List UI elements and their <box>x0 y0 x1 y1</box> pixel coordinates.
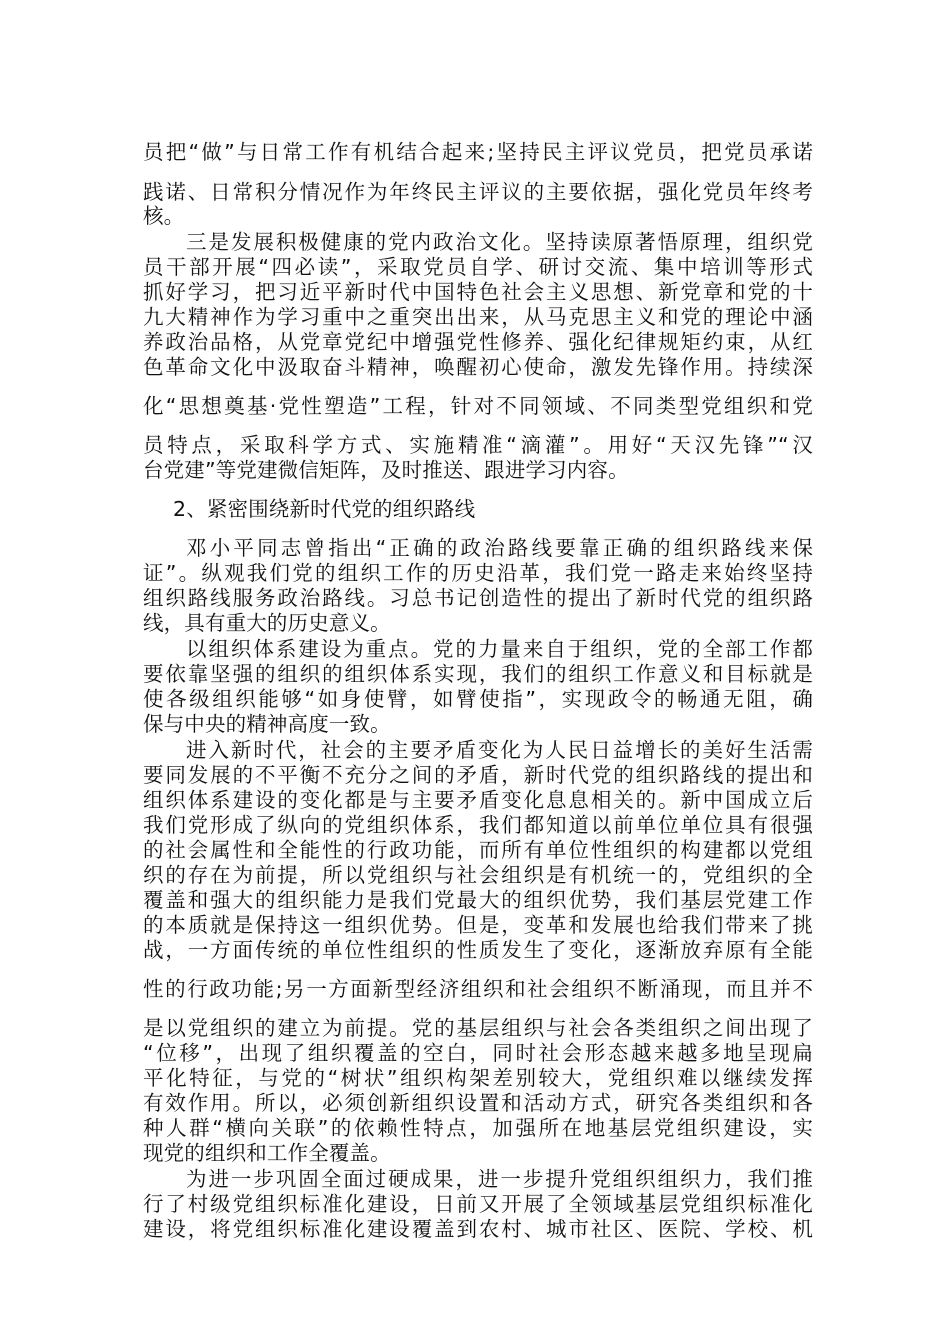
paragraph-first-line: 三是发展积极健康的党内政治文化。坚持读原著悟原理，组织党 <box>186 230 813 254</box>
text-line: 核。 <box>143 204 185 228</box>
text-line: 行了村级党组织标准化建设，日前又开展了全领域基层党组织标准化 <box>143 1192 813 1216</box>
text-line: 组织路线服务政治路线。习总书记创造性的提出了新时代党的组织路 <box>143 586 813 610</box>
text-line: 台党建”等党建微信矩阵，及时推送、跟进学习内容。 <box>143 458 629 482</box>
text-line: 战，一方面传统的单位性组织的性质发生了变化，逐渐放弃原有全能 <box>143 938 813 962</box>
text-line: 色革命文化中汲取奋斗精神，唤醒初心使命，激发先锋作用。持续深 <box>143 355 813 379</box>
text-line: 覆盖和强大的组织能力是我们党最大的组织优势，我们基层党建工作 <box>143 888 813 912</box>
paragraph-first-line: 为进一步巩固全面过硬成果，进一步提升党组织组织力，我们推 <box>186 1167 813 1191</box>
text-line: 的社会属性和全能性的行政功能，而所有单位性组织的构建都以党组 <box>143 838 813 862</box>
text-line: 使各级组织能够“如身使臂，如臂使指”，实现政令的畅通无阻，确 <box>143 687 813 711</box>
text-line: 证”。纵观我们党的组织工作的历史沿革，我们党一路走来始终坚持 <box>143 561 813 585</box>
text-line: 员把“做”与日常工作有机结合起来;坚持民主评议党员，把党员承诺 <box>143 140 813 164</box>
text-line: 的本质就是保持这一组织优势。但是，变革和发展也给我们带来了挑 <box>143 913 813 937</box>
paragraph-first-line: 进入新时代，社会的主要矛盾变化为人民日益增长的美好生活需 <box>186 738 813 762</box>
text-line: 建设，将党组织标准化建设覆盖到农村、城市社区、医院、学校、机 <box>143 1217 813 1241</box>
text-line: 我们党形成了纵向的党组织体系，我们都知道以前单位单位具有很强 <box>143 813 813 837</box>
text-line: 有效作用。所以，必须创新组织设置和活动方式，研究各类组织和各 <box>143 1091 813 1115</box>
text-line: 组织体系建设的变化都是与主要矛盾变化息息相关的。新中国成立后 <box>143 788 813 812</box>
paragraph-first-line: 邓小平同志曾指出“正确的政治路线要靠正确的组织路线来保 <box>186 536 813 560</box>
text-line: “位移”，出现了组织覆盖的空白，同时社会形态越来越多地呈现扁 <box>143 1041 813 1065</box>
text-line: 化“思想奠基·党性塑造”工程，针对不同领域、不同类型党组织和党 <box>143 394 813 418</box>
text-line: 性的行政功能;另一方面新型经济组织和社会组织不断涌现，而且并不 <box>143 977 813 1001</box>
paragraph-first-line: 以组织体系建设为重点。党的力量来自于组织，党的全部工作都 <box>186 637 813 661</box>
text-line: 现党的组织和工作全覆盖。 <box>143 1141 391 1165</box>
text-line: 线，具有重大的历史意义。 <box>143 611 391 635</box>
text-line: 员干部开展“四必读”，采取党员自学、研讨交流、集中培训等形式 <box>143 255 813 279</box>
text-line: 员特点，采取科学方式、实施精准“滴灌”。用好“天汉先锋”“汉 <box>143 433 813 457</box>
text-line: 九大精神作为学习重中之重突出出来，从马克思主义和党的理论中涵 <box>143 305 813 329</box>
text-line: 保与中央的精神高度一致。 <box>143 712 391 736</box>
text-line: 平化特征，与党的“树状”组织构架差别较大，党组织难以继续发挥 <box>143 1066 813 1090</box>
text-line: 要依靠坚强的组织的组织体系实现，我们的组织工作意义和目标就是 <box>143 662 813 686</box>
text-line: 抓好学习，把习近平新时代中国特色社会主义思想、新党章和党的十 <box>143 280 813 304</box>
text-line: 织的存在为前提，所以党组织与社会组织是有机统一的，党组织的全 <box>143 863 813 887</box>
text-line: 是以党组织的建立为前提。党的基层组织与社会各类组织之间出现了 <box>143 1016 813 1040</box>
text-line: 践诺、日常积分情况作为年终民主评议的主要依据，强化党员年终考 <box>143 180 813 204</box>
text-line: 要同发展的不平衡不充分之间的矛盾，新时代党的组织路线的提出和 <box>143 763 813 787</box>
text-line: 种人群“横向关联”的依赖性特点，加强所在地基层党组织建设，实 <box>143 1116 813 1140</box>
text-line: 养政治品格，从党章党纪中增强党性修养、强化纪律规矩约束，从红 <box>143 330 813 354</box>
section-heading: 2、紧密围绕新时代党的组织路线 <box>173 497 476 521</box>
